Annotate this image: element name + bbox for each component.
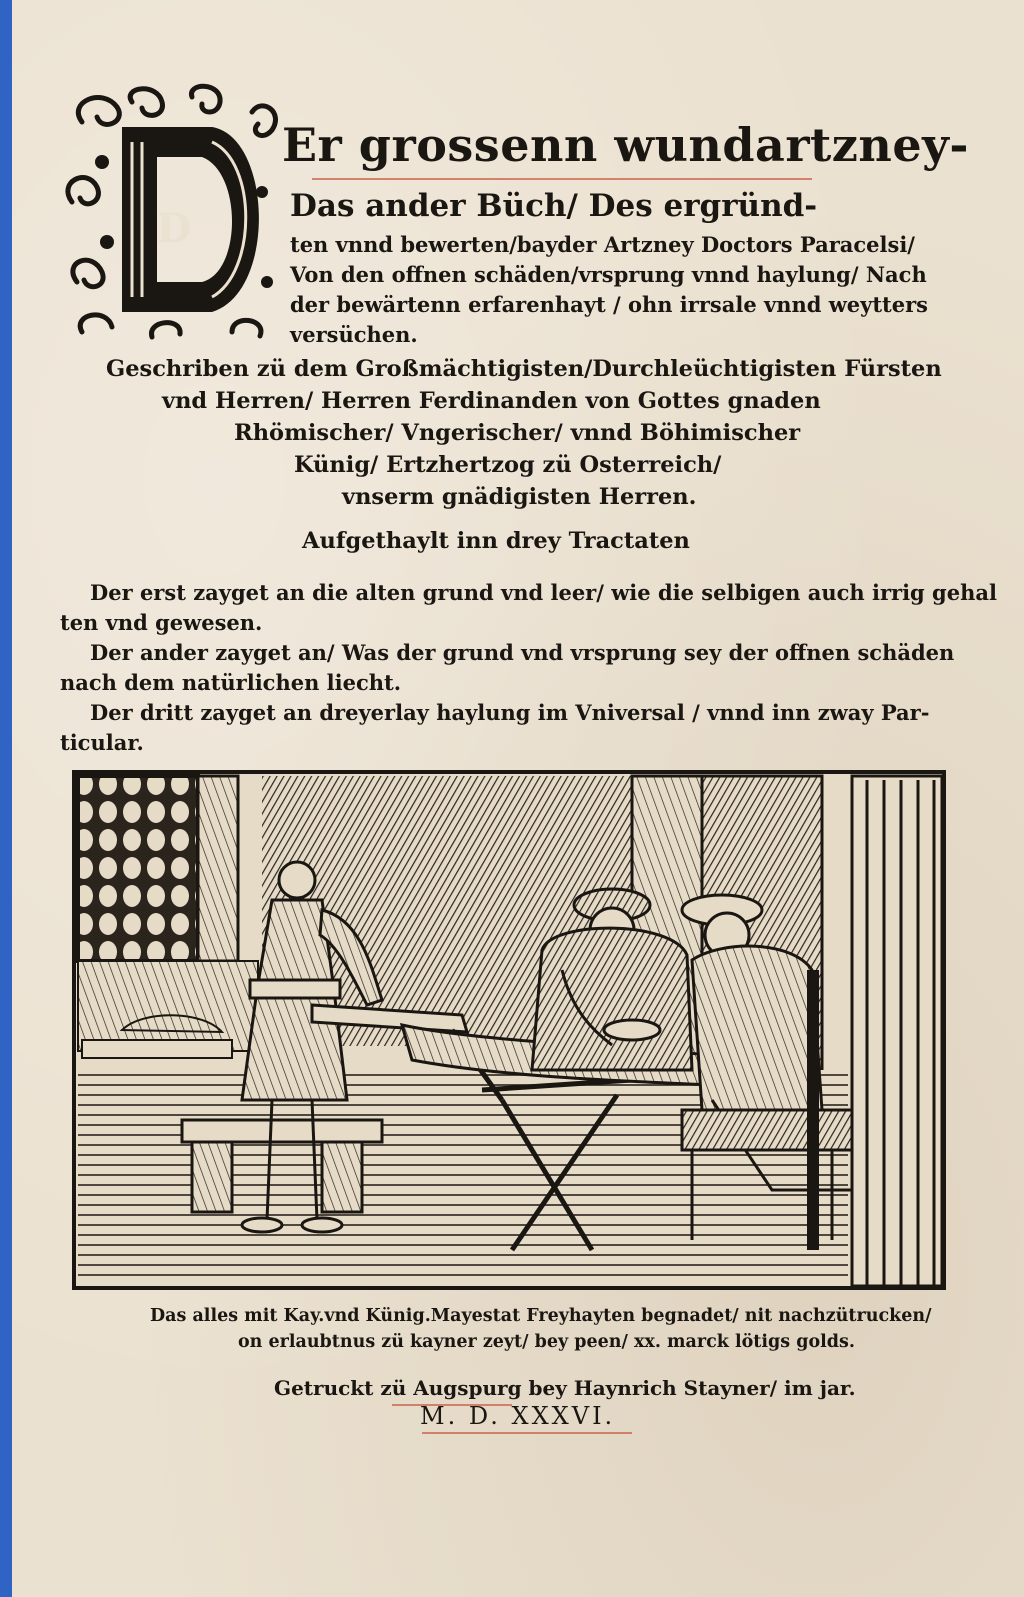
imprint-year: M. D. XXXVI. — [420, 1402, 616, 1430]
title-line-1: Er grossenn wundartzney- — [282, 118, 969, 172]
dedication-line-2: vnd Herren/ Herren Ferdinanden von Gottes gnaden — [162, 388, 821, 414]
book-page — [12, 0, 1024, 1597]
tractate-3-line-a: Der dritt zayget an dreyerlay haylung im Vniversal / vnnd inn zway Par- — [90, 700, 930, 725]
tractate-1-line-a: Der erst zayget an die alten grund vnd leer/ wie die selbigen auch irrig gehal — [90, 580, 997, 605]
title-line-4: Von den offnen schäden/vrsprung vnnd haylung/ Nach — [290, 262, 927, 287]
initial-letter: D — [156, 205, 192, 252]
decorated-initial — [62, 82, 287, 344]
rubric-rule-1 — [312, 178, 812, 180]
woodcut-illustration — [72, 770, 946, 1290]
dedication-line-5: vnserm gnädigisten Herren. — [342, 484, 697, 510]
privilege-line-2: on erlaubtnus zü kayner zeyt/ bey peen/ xx. marck lötigs golds. — [238, 1332, 855, 1352]
privilege-line-1: Das alles mit Kay.vnd Künig.Mayestat Freyhayten begnadet/ nit nachzütrucken/ — [150, 1306, 932, 1326]
dedication-line-4: Künig/ Ertzhertzog zü Osterreich/ — [294, 452, 722, 478]
tractate-3-line-b: ticular. — [60, 730, 144, 755]
title-line-2: Das ander Büch/ Des ergründ- — [290, 188, 818, 224]
blue-edge — [0, 0, 12, 1597]
divisions-heading: Aufgethaylt inn drey Tractaten — [302, 528, 690, 554]
imprint-line: Getruckt zü Augspurg bey Haynrich Stayner/ im jar. — [274, 1376, 856, 1400]
title-line-3: ten vnnd bewerten/bayder Artzney Doctors Paracelsi/ — [290, 232, 915, 257]
tractate-1-line-b: ten vnd gewesen. — [60, 610, 263, 635]
title-line-6: versüchen. — [290, 322, 418, 347]
dedication-line-1: Geschriben zü dem Großmächtigisten/Durchleüchtigisten Fürsten — [106, 356, 942, 382]
rubric-rule-3 — [422, 1432, 632, 1434]
dedication-line-3: Rhömischer/ Vngerischer/ vnnd Böhimischer — [234, 420, 801, 446]
tractate-2-line-b: nach dem natürlichen liecht. — [60, 670, 402, 695]
title-line-5: der bewärtenn erfarenhayt / ohn irrsale vnnd weytters — [290, 292, 929, 317]
tractate-2-line-a: Der ander zayget an/ Was der grund vnd vrsprung sey der offnen schäden — [90, 640, 955, 665]
